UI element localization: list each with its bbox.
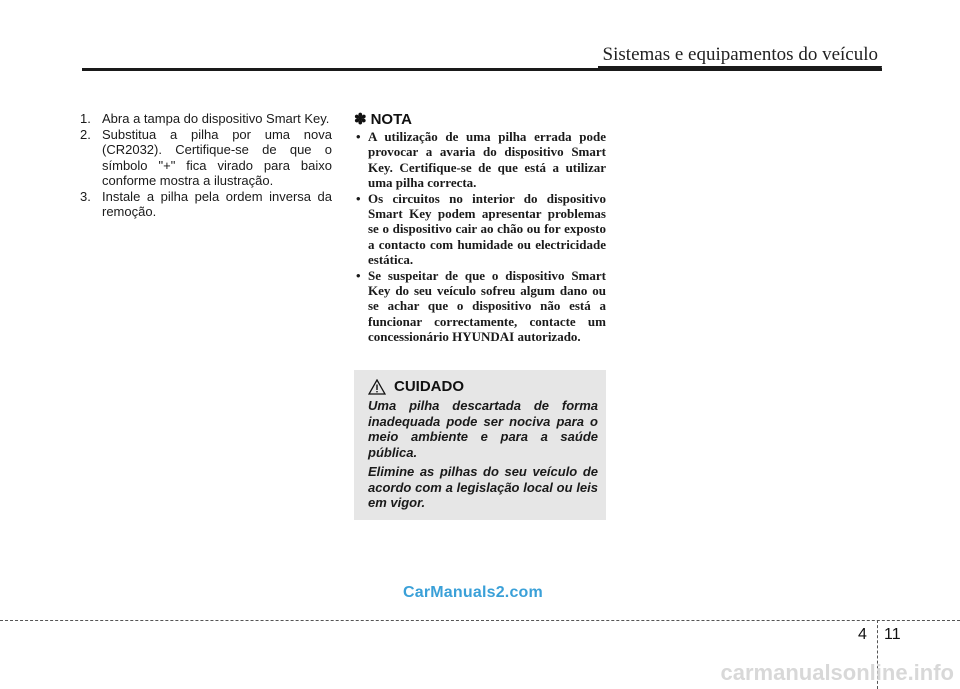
caution-paragraph: Elimine as pilhas do seu veículo de acordo com a legislação local ou leis em vigor. xyxy=(368,464,598,510)
note-heading xyxy=(354,110,606,128)
caution-paragraph: Uma pilha descartada de forma inadequada pode ser nociva para o meio ambiente e para a saúde pública. xyxy=(368,398,598,460)
site-watermark[interactable]: CarManuals2.com xyxy=(403,584,543,601)
bullet-icon: • xyxy=(356,267,361,283)
warning-triangle-icon xyxy=(368,379,386,395)
step-item xyxy=(80,189,332,220)
step-text: Instale a pilha pela ordem inversa da remoção. xyxy=(102,188,332,219)
header-rule-tab xyxy=(598,66,882,71)
note-item-text: A utilização de uma pilha errada pode provocar a avaria do dispositivo Smart Key. Certifique-se de que está a utilizar uma pilha correcta. xyxy=(368,129,606,191)
note-item xyxy=(354,268,606,345)
caution-box xyxy=(354,370,606,520)
step-item xyxy=(80,111,332,127)
note-list xyxy=(354,129,606,345)
bullet-icon: • xyxy=(356,190,361,206)
page-number: 11 xyxy=(884,626,901,643)
step-item xyxy=(80,127,332,189)
note-heading-label: NOTA xyxy=(370,110,412,128)
step-text: Substitua a pilha por uma nova (CR2032). Certifique-se de que o símbolo "+" fica virado para baixo conforme mostra a ilustração. xyxy=(102,126,332,188)
note-item-text: Se suspeitar de que o dispositivo Smart Key do seu veículo sofreu algum dano ou se achar que o dispositivo não está a funcionar correctamente, contacte um concessionário HYUNDAI autorizado. xyxy=(368,267,606,345)
note-item xyxy=(354,191,606,268)
section-title: Sistemas e equipamentos do veículo xyxy=(602,44,878,65)
step-text: Abra a tampa do dispositivo Smart Key. xyxy=(102,111,330,126)
note-item-text: Os circuitos no interior do dispositivo Smart Key podem apresentar problemas se o dispositivo cair ao chão ou for exposto a contacto com humidade ou electricidade estática. xyxy=(368,190,606,268)
footer-rule xyxy=(0,620,960,621)
step-number: 1. xyxy=(80,111,91,126)
bottom-watermark: carmanualsonline.info xyxy=(720,660,954,685)
note-box xyxy=(354,110,606,345)
step-number: 3. xyxy=(80,188,91,204)
note-item xyxy=(354,129,606,191)
caution-heading xyxy=(368,378,598,395)
step-number: 2. xyxy=(80,126,91,142)
asterisk-icon: ✽ xyxy=(354,111,367,128)
caution-heading-label: CUIDADO xyxy=(394,378,464,395)
chapter-number: 4 xyxy=(858,626,867,643)
bullet-icon: • xyxy=(356,129,361,144)
steps-list xyxy=(80,111,332,220)
